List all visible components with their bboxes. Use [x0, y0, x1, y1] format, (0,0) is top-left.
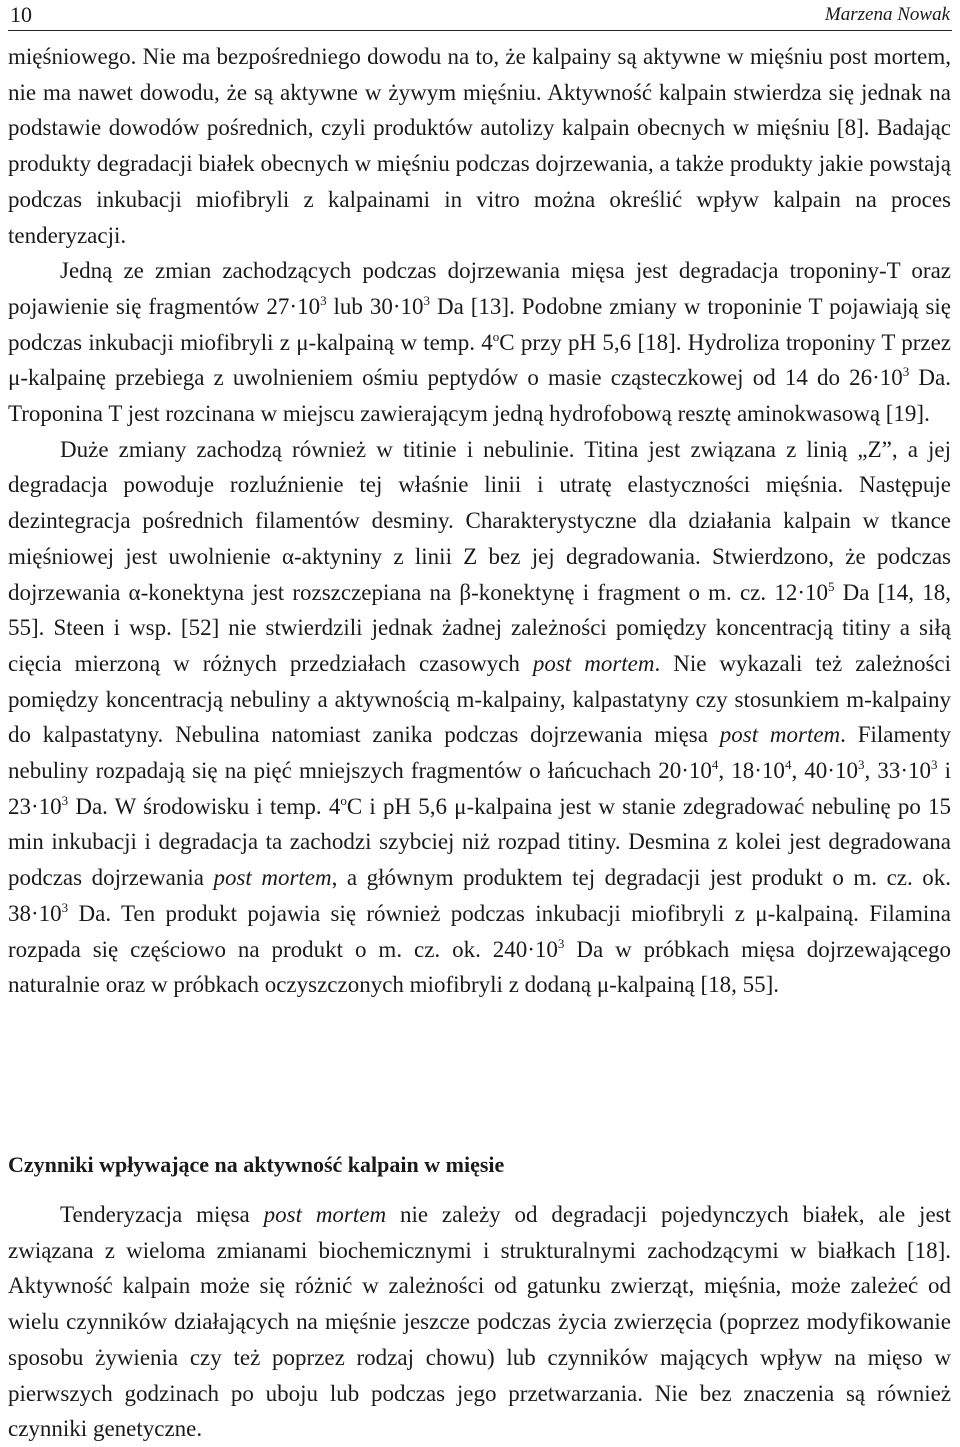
superscript: o — [492, 328, 500, 344]
superscript: 3 — [423, 292, 431, 308]
paragraph: Duże zmiany zachodzą również w titinie i nebulinie. Titina jest związana z linią „Z”, a jej degradacja powoduje rozluźnienie tej właśnie linii i utratę elastyczności mięśnia. Następuje dezintegracja pośrednich filamentów desminy. Charakterystyczne dla działania kalpain w tkance mięśniowej jest uwolnienie α-aktyniny z linii Z bez jej degradowania. Stwierdzono, że podczas dojrzewania α-konektyna jest rozszczepiana na β-konektynę i fragment o m. cz. $12\cdot 10^5$ Da [14, 18, 55]. Steen i wsp. [52] nie stwierdzili jednak żadnej zależności pomiędzy koncentracją titiny a siłą cięcia mierzoną w różnych przedziałach czasowych post mortem. Nie wykazali też zależności pomiędzy koncentracją nebuliny a aktywnością m-kalpainy, kalpastatyny czy stosunkiem m-kalpainy do kalpastatyny. Nebulina natomiast zanika podczas dojrzewania mięsa post mortem. Filamenty nebuliny rozpadają się na pięć mniejszych fragmentów o łańcuchach $20\cdot 10^4$, $18\cdot 10^4$, $40\cdot 10^3$, $33\cdot 10^3$ i $23\cdot 10^3$ Da. W środowisku i temp. 4$^o$C i pH 5,6 μ-kalpaina jest w stanie zdegradować nebulinę po 15 min inkubacji i degradacja ta zachodzi szybciej niż rozpad titiny. Desmina z kolei jest degradowana podczas dojrzewania post mortem, a głównym produktem tej degradacji jest produkt o m. cz. ok. $38\cdot 10^3$ Da. Ten produkt pojawia się również podczas inkubacji miofibryli z μ-kalpainą. Filamina rozpada się częściowo na produkt o m. cz. ok. $240\cdot 10^3$ Da w próbkach mięsa dojrzewającego naturalnie oraz w próbkach oczyszczonych miofibryli z dodaną μ-kalpainą [18, 55]. — [8, 436, 952, 998]
section-body — [8, 1197, 951, 1447]
superscript: 3 — [61, 899, 69, 915]
italic-term: post mortem — [719, 722, 841, 748]
page-header — [8, 0, 952, 31]
superscript: 3 — [557, 935, 565, 951]
section-heading: Czynniki wpływające na aktywność kalpain w mięsie — [8, 1152, 505, 1177]
superscript: 3 — [931, 757, 938, 773]
superscript: 3 — [857, 757, 865, 773]
italic-term: post mortem — [532, 650, 655, 676]
superscript: 4 — [784, 757, 792, 773]
page-number: 10 — [10, 2, 32, 27]
paragraph: mięśniowego. Nie ma bezpośredniego dowodu na to, że kalpainy są aktywne w mięśniu post mortem, nie ma nawet dowodu, że są aktywne w żywym mięśniu. Aktywność kalpain stwierdza się jednak na podstawie dowodów pośrednich, czyli produktów autolizy kalpain obecnych w mięśniu [8]. Badając produkty degradacji białek obecnych w mięśniu podczas dojrzewania, a także produkty jakie powstają podczas inkubacji miofibryli z kalpainami in vitro można określić wpływ kalpain na proces tenderyzacji. — [8, 44, 951, 248]
paragraph: Jedną ze zmian zachodzących podczas dojrzewania mięsa jest degradacja troponiny-T oraz pojawienie się fragmentów $27\cdot 10^3$ lub $30\cdot 10^3$ Da [13]. Podobne zmiany w troponinie T pojawiają się podczas inkubacji miofibryli z μ-kalpainą w temp. 4$^o$C przy pH 5,6 [18]. Hydroliza troponiny T przez μ-kalpainę przebiega z uwolnieniem ośmiu peptydów o masie cząsteczkowej od 14 do $26\cdot 10^3$ Da. Troponina T jest rozcinana w miejscu zawierającym jedną hydrofobową resztę aminokwasową [19]. — [8, 258, 952, 427]
superscript: 4 — [711, 757, 719, 773]
running-head-author: Marzena Nowak — [824, 4, 950, 25]
paragraph: Tenderyzacja mięsa post mortem nie zależy od degradacji pojedynczych białek, ale jest związana z wieloma zmianami biochemicznymi i strukturalnymi zachodzącymi w białkach [18]. Aktywność kalpain może się różnić w zależności od gatunku zwierząt, mięśnia, może zależeć od wielu czynników działających na mięśnie jeszcze podczas życia zwierzęcia (poprzez modyfikowanie sposobu żywienia czy też poprzez rodzaj chowu) lub czynników mających wpływ na mięso w pierwszych godzinach po uboju lub podczas jego przetwarzania. Nie bez znaczenia są również czynniki genetyczne. — [8, 1202, 951, 1442]
superscript: o — [340, 792, 347, 808]
italic-term: post mortem — [213, 865, 332, 891]
body-text — [8, 39, 951, 1003]
superscript: 3 — [902, 364, 910, 380]
superscript: 5 — [827, 578, 835, 594]
superscript: 3 — [320, 292, 327, 308]
italic-term: post mortem — [263, 1202, 387, 1227]
superscript: 3 — [61, 792, 69, 808]
